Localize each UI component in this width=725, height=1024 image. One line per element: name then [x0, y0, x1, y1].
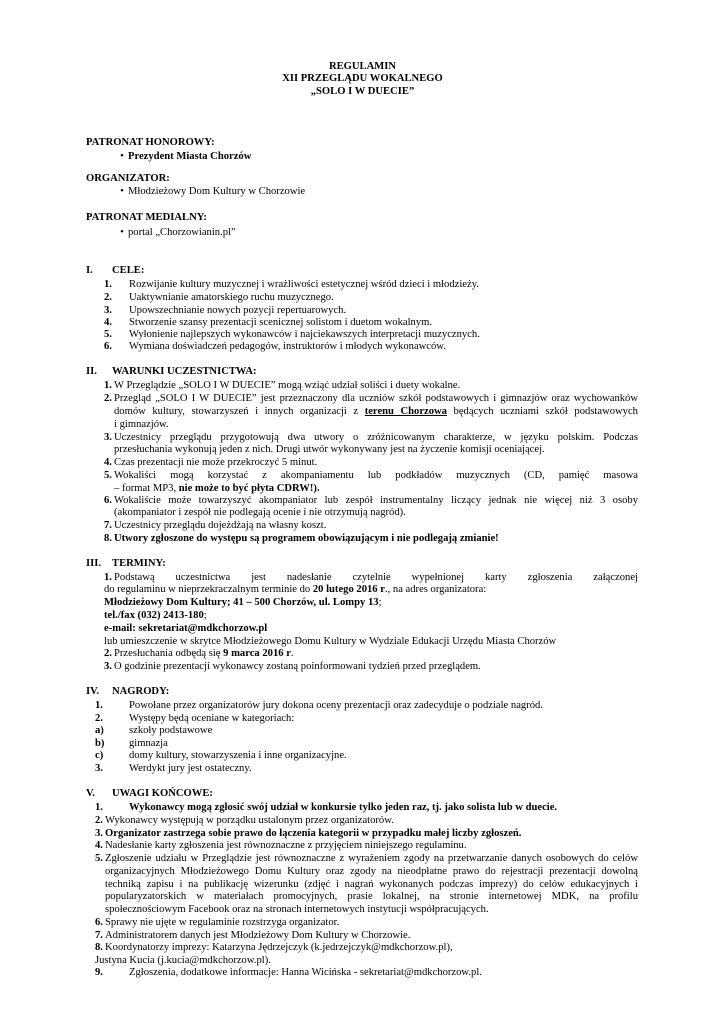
bullet: •	[120, 151, 124, 162]
doc-title-line2: XII PRZEGLĄDU WOKALNEGO	[282, 73, 443, 84]
list-number: 7.	[104, 520, 112, 531]
paragraph: społecznościowym Facebook oraz na stronach internetowych instytucji współpracujących.	[105, 904, 489, 915]
list-number: 1.	[95, 802, 103, 813]
paragraph: Uczestnicy przeglądu dojeżdżają na własny koszt.	[114, 520, 327, 531]
list-item: Upowszechnianie nowych pozycji repertuarowych.	[129, 305, 347, 316]
section-number: V.	[86, 788, 95, 799]
paragraph: Nadesłanie karty zgłoszenia jest równoznaczne z przyjęciem niniejszego regulaminu.	[105, 840, 467, 851]
list-number: 1.	[104, 572, 112, 583]
paragraph: Podstawą uczestnictwa jest nadesłanie czytelnie wypełnionej karty zgłoszenia załączonej	[114, 572, 638, 583]
list-number: 7.	[95, 930, 103, 941]
list-number: 6.	[104, 495, 112, 506]
paragraph: Czas prezentacji nie może przekroczyć 5 minut.	[114, 457, 318, 468]
list-number: 3.	[104, 432, 112, 443]
list-number: 4.	[95, 840, 103, 851]
paragraph: do regulaminu w nieprzekraczalnym terminie do 20 lutego 2016 r., na adres organizatora:	[104, 584, 487, 595]
list-item: Werdykt jury jest ostateczny.	[129, 763, 252, 774]
list-number: 6.	[95, 917, 103, 928]
section-title-nagrody: NAGRODY:	[112, 686, 170, 697]
address: Młodzieżowy Dom Kultury; 41 – 500 Chorzów, ul. Lompy 13;	[104, 597, 382, 608]
list-number: 2.	[104, 292, 112, 303]
list-number: 5.	[104, 470, 112, 481]
paragraph: Organizator zastrzega sobie prawo do łączenia kategorii w przypadku małej liczby zgłoszeń.	[105, 828, 522, 839]
section-title-uwagi: UWAGI KOŃCOWE:	[112, 788, 213, 799]
paragraph: lub umieszczenie w skrytce Młodzieżowego Domu Kultury w Wydziale Edukacji Urzędu Miasta Chorzów	[104, 636, 557, 647]
patronat-medialny-item: portal „Chorzowianin.pl”	[128, 227, 236, 238]
list-item: szkoły podstawowe	[129, 725, 213, 736]
paragraph: – format MP3, nie może to być płyta CDRW!).	[114, 483, 320, 494]
paragraph: techniką zapisu i na publikację wizerunku (zdjęć i nagrań wykonanych podczas imprezy) do celów edukacyjnych i	[105, 879, 638, 890]
list-number: 8.	[104, 533, 112, 544]
paragraph: Przesłuchania odbędą się 9 marca 2016 r.	[114, 648, 294, 659]
list-number: 5.	[95, 853, 103, 864]
section-number: I.	[86, 265, 93, 276]
list-number: 8.	[95, 942, 103, 953]
patronat-honorowy-item: Prezydent Miasta Chorzów	[128, 151, 252, 162]
email: e-mail: sekretariat@mdkchorzow.pl	[104, 623, 268, 634]
list-number: b)	[95, 738, 105, 749]
list-number: 2.	[95, 713, 103, 724]
paragraph: Wykonawcy mogą zgłosić swój udział w konkursie tylko jeden raz, tj. jako solista lub w duecie.	[129, 802, 558, 813]
list-number: 9.	[95, 967, 103, 978]
paragraph: Utwory zgłoszone do występu są programem obowiązującym i nie podlegają zmianie!	[114, 533, 499, 544]
list-number: a)	[95, 725, 104, 736]
paragraph: W Przeglądzie „SOLO I W DUECIE” mogą wziąć udział soliści i duety wokalne.	[114, 380, 461, 391]
paragraph: i gimnazjów.	[114, 419, 169, 430]
list-number: 2.	[95, 815, 103, 826]
list-number: 4.	[104, 457, 112, 468]
section-number: IV.	[86, 686, 100, 697]
list-number: 1.	[104, 279, 112, 290]
emphasis: terenu Chorzowa	[364, 406, 447, 417]
organizator-heading: ORGANIZATOR:	[86, 173, 170, 184]
paragraph: Uczestnicy przeglądu przygotowują dwa utwory o zróżnicowanym charakterze, w języku polskim. Podczas	[114, 432, 638, 443]
list-number: c)	[95, 750, 104, 761]
paragraph: Zgłoszenie udziału w Przeglądzie jest równoznaczne z wyrażeniem zgody na przetwarzanie danych osobowych do celów	[105, 853, 638, 864]
list-item: Wyłonienie najlepszych wykonawców i najciekawszych interpretacji muzycznych.	[129, 329, 480, 340]
patronat-medialny-heading: PATRONAT MEDIALNY:	[86, 212, 207, 223]
paragraph: Przegląd „SOLO I W DUECIE” jest przeznaczony dla uczniów szkół podstawowych i gimnazjów oraz wychowanków	[114, 393, 638, 404]
doc-title-line3: „SOLO I W DUECIE”	[310, 86, 415, 97]
list-number: 1.	[104, 380, 112, 391]
list-item: domy kultury, stowarzyszenia i inne organizacyjne.	[129, 750, 347, 761]
list-number: 3.	[104, 661, 112, 672]
paragraph: organizacyjnych Młodzieżowego Domu Kultury oraz zgody na nieodpłatne prawo do rejestracji prezentacji dowolną	[105, 866, 638, 877]
paragraph: Justyna Kucia (j.kucia@mdkchorzow.pl).	[95, 955, 271, 966]
list-number: 3.	[95, 763, 103, 774]
list-item: Stworzenie szansy prezentacji scenicznej solistom i duetom wokalnym.	[129, 317, 433, 328]
list-number: 2.	[104, 648, 112, 659]
paragraph: Zgłoszenia, dodatkowe informacje: Hanna Wicińska - sekretariat@mdkchorzow.pl.	[129, 967, 482, 978]
paragraph: Koordynatorzy imprezy: Katarzyna Jędrzejczyk (k.jedrzejczyk@mdkchorzow.pl),	[105, 942, 453, 953]
section-number: II.	[86, 366, 97, 377]
paragraph: O godzinie prezentacji wykonawcy zostaną poinformowani tydzień przed przeglądem.	[114, 661, 481, 672]
list-number: 6.	[104, 341, 112, 352]
list-item: Występy będą oceniane w kategoriach:	[129, 713, 295, 724]
paragraph: Sprawy nie ujęte w regulaminie rozstrzyga organizator.	[105, 917, 340, 928]
list-item: Wymiana doświadczeń pedagogów, instruktorów i młodych wykonawców.	[129, 341, 446, 352]
list-item: Rozwijanie kultury muzycznej i wrażliwości estetycznej wśród dzieci i młodzieży.	[129, 279, 479, 290]
doc-title-line1: REGULAMIN	[328, 61, 397, 72]
paragraph: popularyzatorskich w materiałach promocyjnych, prasie lokalnej, na stronie internetowej MDK, na profilu	[105, 891, 638, 902]
paragraph: (akompaniator i zespół nie podlegają ocenie i nie otrzymują nagród).	[114, 507, 406, 518]
list-item: gimnazja	[129, 738, 168, 749]
paragraph: Wokaliści mogą korzystać z akompaniamentu lub podkładów muzycznych (CD, pamięć masowa	[114, 470, 638, 481]
paragraph: przesłuchania wykonują jeden z nich. Drugi utwór wykonywany jest na życzenie komisji oceniającej.	[114, 444, 545, 455]
section-title-terminy: TERMINY:	[112, 558, 166, 569]
patronat-honorowy-heading: PATRONAT HONOROWY:	[86, 137, 215, 148]
phone: tel./fax (032) 2413-180;	[104, 610, 207, 621]
list-item: Powołane przez organizatorów jury dokona oceny prezentacji oraz zadecyduje o podziale nagród.	[129, 700, 543, 711]
organizator-item: Młodzieżowy Dom Kultury w Chorzowie	[128, 186, 306, 197]
list-number: 5.	[104, 329, 112, 340]
paragraph: domów kultury, stowarzyszeń i innych organizacji z terenu Chorzowa będących uczniami szkół podstawowych	[114, 406, 638, 417]
list-number: 4.	[104, 317, 112, 328]
paragraph: Administratorem danych jest Młodzieżowy Dom Kultury w Chorzowie.	[105, 930, 411, 941]
bullet: •	[120, 227, 124, 238]
bullet: •	[120, 186, 124, 197]
section-title-cele: CELE:	[112, 265, 145, 276]
section-number: III.	[86, 558, 102, 569]
list-item: Uaktywnianie amatorskiego ruchu muzycznego.	[129, 292, 334, 303]
list-number: 3.	[104, 305, 112, 316]
section-title-warunki: WARUNKI UCZESTNICTWA:	[112, 366, 257, 377]
paragraph: Wykonawcy występują w porządku ustalonym przez organizatorów.	[105, 815, 394, 826]
paragraph: Wokaliście może towarzyszyć akompaniator lub zespół instrumentalny liczący jednak nie więcej niż 3 osoby	[114, 495, 638, 506]
list-number: 3.	[95, 828, 103, 839]
list-number: 2.	[104, 393, 112, 404]
list-number: 1.	[95, 700, 103, 711]
